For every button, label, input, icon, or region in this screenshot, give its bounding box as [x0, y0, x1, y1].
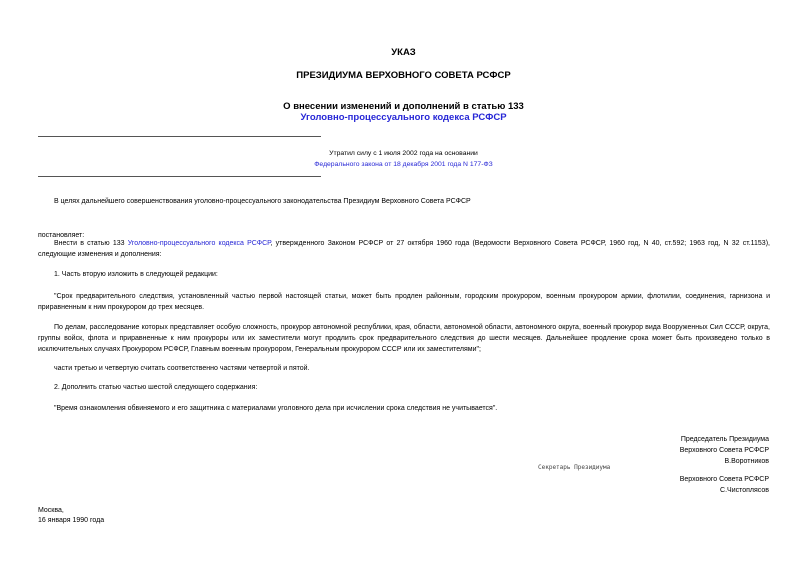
preamble-paragraph: В целях дальнейшего совершенствования уголовно-процессуального законодательства Президиум Верховного Совета РСФСР — [54, 198, 471, 205]
signing-place: Москва, — [38, 507, 64, 514]
subject-title-line2: Уголовно-процессуального кодекса РСФСР — [300, 112, 507, 123]
item-2: 2. Дополнить статью частью шестой следующего содержания: — [54, 384, 258, 391]
subject-title-line1: О внесении изменений и дополнений в статью 133 — [283, 101, 524, 112]
secretary-name: С.Чистоплясов — [720, 487, 769, 494]
criminal-procedure-code-link[interactable]: Уголовно-процессуального кодекса РСФСР — [127, 240, 271, 247]
secretary-stamp-label: Секретарь Президиума — [538, 464, 611, 471]
divider-bottom — [38, 176, 321, 177]
signing-date: 16 января 1990 года — [38, 517, 105, 524]
issuer-title: ПРЕЗИДИУМА ВЕРХОВНОГО СОВЕТА РСФСР — [296, 70, 511, 81]
repeal-law-link[interactable]: Федерального закона от 18 декабря 2001 года N 177-ФЗ — [314, 161, 493, 168]
quote-paragraph-3: "Время ознакомления обвиняемого и его защитника с материалами уголовного дела при исчислении срока следствия не учитывается". — [54, 405, 498, 412]
divider-top — [38, 136, 321, 137]
quote-paragraph-1: "Срок предварительного следствия, установленный частью первой настоящей статьи, может быть продлен районным, городским прокурором, военным прокурором армии, флотилии, соединения, гарнизона и приравненным к ним прокурором до трех месяцев. — [38, 293, 770, 311]
amendment-paragraph — [38, 238, 770, 260]
item-1: 1. Часть вторую изложить в следующей редакции: — [54, 271, 218, 278]
amendment-text-end: , утвержденного Законом РСФСР от 27 октября 1960 года (Ведомости Верховного Совета РСФСР, 1960 год, N 40, ст.592; 1963 год, N 32 ст.1153), следующие изменения и дополнения: — [38, 240, 770, 258]
chairman-title-line2: Верховного Совета РСФСР — [679, 447, 769, 454]
resolves-line: постановляет: — [38, 232, 85, 239]
secretary-title: Верховного Совета РСФСР — [679, 476, 769, 483]
parts-renumber-line: части третью и четвертую считать соответственно частями четвертой и пятой. — [54, 365, 310, 372]
quote-paragraph-2: По делам, расследование которых представляет особую сложность, прокурор автономной республики, края, области, автономной области, автономного округа, военный прокурор вида Вооруженных Сил СССР, округа, группы войск, флота и приравненные к ним прокуроры или их заместители могут продлить срок предварительного следствия до шести месяцев. Дальнейшее продление срока может быть произведено только в исключительных случаях Прокурором РСФСР, Главным военным прокурором, Генеральным прокурором СССР или их заместителями"; — [38, 324, 770, 353]
chairman-title-line1: Председатель Президиума — [680, 436, 769, 443]
chairman-name: В.Воротников — [724, 458, 769, 465]
document-type-title: УКАЗ — [391, 47, 416, 58]
repeal-note: Утратил силу с 1 июля 2002 года на основании — [329, 150, 478, 157]
amendment-text-start: Внести в статью 133 — [54, 240, 128, 247]
